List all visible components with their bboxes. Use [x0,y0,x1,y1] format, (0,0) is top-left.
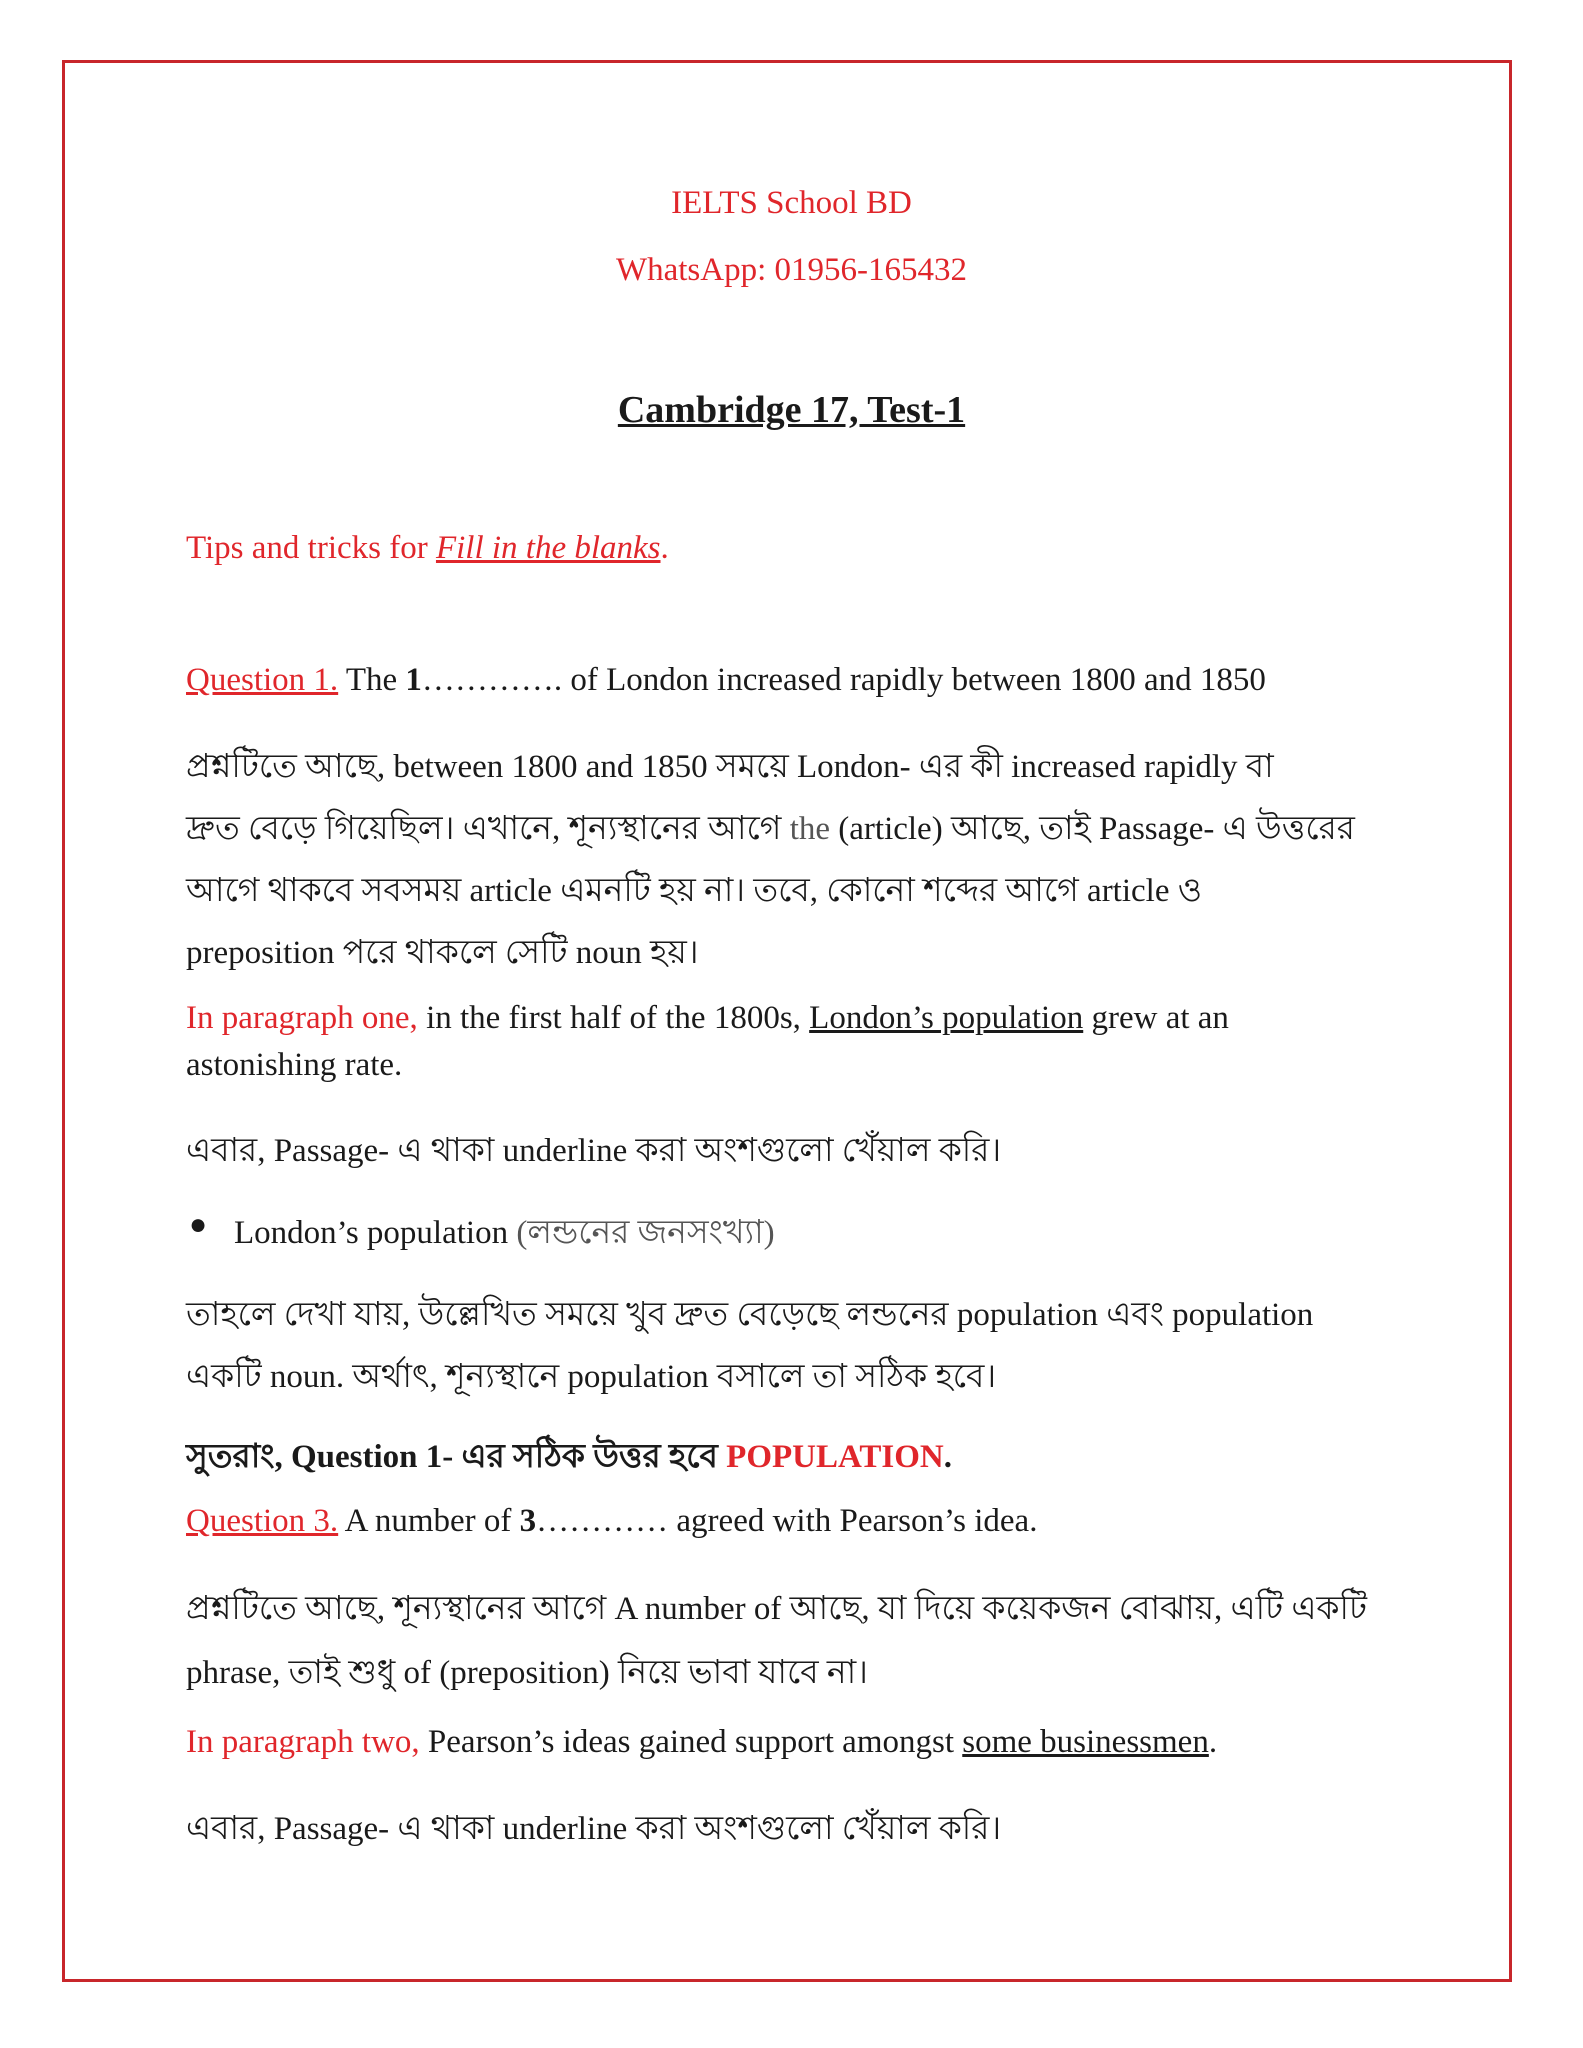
q3-paragraph-line [186,1724,1406,1761]
q1-bn-article: the [789,811,831,847]
q1-text-b: …………. of London increased rapidly between 1800 and 1850 [421,662,1266,698]
q3-bn-line-1: প্রশ্নটিতে আছে, শূন্যস্থানের আগে A number of আছে, যা দিয়ে কয়েকজন বোঝায়, এটি একটি [186,1591,1367,1627]
q1-para-b: grew at an [1083,1000,1229,1036]
q1-paragraph-label: In paragraph one, [186,1000,418,1036]
q3-number: 3 [519,1503,537,1539]
question-3-line [186,1503,1406,1540]
tips-suffix: . [660,530,669,566]
org-name: IELTS School BD [671,185,912,221]
q1-text-a: The [338,662,406,698]
tips-line [186,530,1406,567]
q1-bn-line-4: preposition পরে থাকলে সেটি noun হয়। [186,935,699,971]
q3-para-underline: some businessmen [962,1724,1209,1760]
q1-bullet-item [234,1206,1454,1262]
bullet-icon: ● [189,1208,208,1241]
q1-bullet-b: (লন্ডনের জনসংখ্যা) [516,1215,775,1251]
q1-look-line: এবার, Passage- এ থাকা underline করা অংশগুলো খেঁয়াল করি। [186,1133,1002,1169]
q1-answer-word: POPULATION [726,1439,944,1475]
question-1-line [186,662,1406,699]
q1-bn-2b: (article) আছে, তাই Passage- এ উত্তরের [830,811,1355,847]
q1-bullet-a: London’s population [234,1215,517,1251]
q3-text-a: A number of [338,1503,520,1539]
q1-answer-line [186,1430,1406,1486]
q3-bn-line-2: phrase, তাই শুধু of (preposition) নিয়ে ভাবা যাবে না। [186,1655,868,1691]
q1-result-line-1: তাহলে দেখা যায়, উল্লেখিত সময়ে খুব দ্রুত বেড়েছে লন্ডনের population এবং population [186,1297,1314,1333]
q1-para-underline: London’s population [809,1000,1084,1036]
q1-answer-c: . [943,1439,952,1475]
q1-result-line-2: একটি noun. অর্থাৎ, শূন্যস্থানে population বসালে তা সঠিক হবে। [186,1359,997,1395]
q3-paragraph-label: In paragraph two, [186,1724,420,1760]
q1-bn-2a: দ্রুত বেড়ে গিয়েছিল। এখানে, শূন্যস্থানের আগে [186,811,790,847]
q3-para-b: . [1208,1724,1218,1760]
q3-look-line: এবার, Passage- এ থাকা underline করা অংশগুলো খেঁয়াল করি। [186,1811,1002,1847]
q3-para-a: Pearson’s ideas gained support amongst [419,1724,963,1760]
page-title: Cambridge 17, Test-1 [617,389,966,431]
q1-bn-line-3: আগে থাকবে সবসময় article এমনটি হয় না। তবে, কোনো শব্দের আগে article ও [186,873,1203,909]
q1-number: 1 [405,662,422,698]
q1-bn-line-2 [186,802,1406,858]
q1-para-a: in the first half of the 1800s, [417,1000,810,1036]
q1-paragraph-cont: astonishing rate. [186,1047,403,1083]
q3-text-b: ………… agreed with Pearson’s idea. [536,1503,1038,1539]
question-3-label: Question 3. [186,1503,339,1539]
question-1-label: Question 1. [186,662,339,698]
q1-answer-a: সুতরাং, Question 1- এর সঠিক উত্তর হবে [186,1439,727,1475]
tips-topic: Fill in the blanks [435,530,661,566]
contact-line: WhatsApp: 01956-165432 [615,252,968,288]
q1-bn-line-1: প্রশ্নটিতে আছে, between 1800 and 1850 সময়ে London- এর কী increased rapidly বা [186,749,1274,785]
q1-paragraph-line [186,1000,1406,1037]
tips-prefix: Tips and tricks for [186,530,436,566]
